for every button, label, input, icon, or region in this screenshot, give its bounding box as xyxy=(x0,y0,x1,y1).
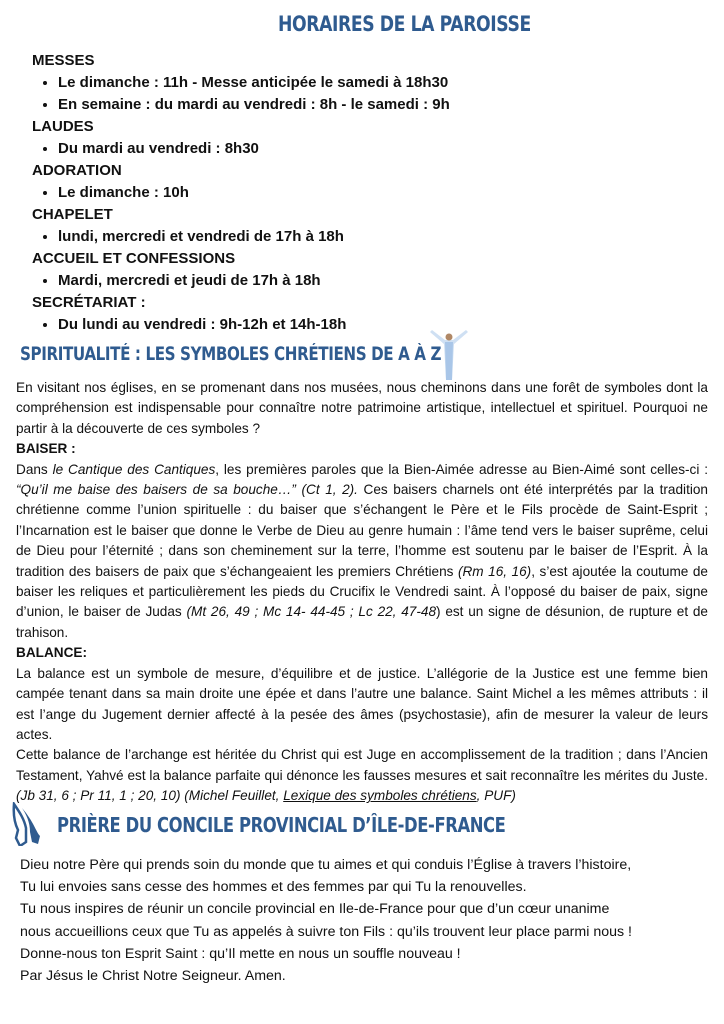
spirituality-title: SPIRITUALITÉ : LES SYMBOLES CHRÉTIENS DE A À Z xyxy=(20,344,442,365)
schedule-item: • Du mardi au vendredi : 8h30 xyxy=(58,138,450,160)
spirituality-text xyxy=(16,378,708,807)
intro-paragraph: En visitant nos églises, en se promenant dans nos musées, nous cheminons dans une forêt de symboles dont la compréhension est indispensable pour connaître notre patrimoine artistique, intellectuel et spirituel. Pourquoi ne partir à la découverte de ces symboles ? xyxy=(16,380,708,436)
praying-hands-icon xyxy=(10,802,44,846)
balance-paragraph-1: La balance est un symbole de mesure, d’équilibre et de justice. L’allégorie de la Justice est une femme bien campée tenant dans sa main droite une épée et dans l’autre une balance. Saint Michel a les mêmes attributs : il est l’ange du Jugement dernier affecté à la pesée des âmes (psychostasie), afin de mesurer la valeur de leurs actes. xyxy=(16,665,708,742)
schedule-list xyxy=(32,50,450,336)
prayer-line: Tu lui envoies sans cesse des hommes et des femmes par qui Tu la renouvelles. xyxy=(20,879,527,896)
schedule-item: • Le dimanche : 10h xyxy=(58,182,450,204)
schedule-heading: ADORATION xyxy=(32,162,122,179)
schedule-item: • lundi, mercredi et vendredi de 17h à 18h xyxy=(58,226,450,248)
prayer-line: Dieu notre Père qui prends soin du monde que tu aimes et qui conduis l’Église à travers l’histoire, xyxy=(20,857,632,873)
baiser-paragraph: Dans le Cantique des Cantiques, les premières paroles que la Bien-Aimée adresse au Bien-Aimé sont celles-ci : “Qu’il me baise des baisers de sa bouche…” (Ct 1, 2). Ces baisers charnels ont été interprétés par la tradition chrétienne comme l’union spirituelle : du baiser que s’échangent le Père et le Fils procède de Saint-Esprit ; l’Incarnation est le baiser que donne le Verbe de Dieu au genre humain : l’âme tend vers le baiser suprême, celui de Dieu pour l’éternité ; dans son cheminement sur la terre, l’homme est soutenu par le baiser de l’Esprit. À la tradition des baisers de paix que s’échangeaient les premiers Chrétiens (Rm 16, 16), s’est ajoutée la coutume de baiser les reliques et particulièrement les pieds du Crucifix le Vendredi saint. À l’opposé du baiser de paix, signe d’union, le baiser de Judas (Mt 26, 49 ; Mc 14- 44-45 ; Lc 22, 47-48) est un signe de désunion, de rupture et de trahison. xyxy=(16,461,708,640)
schedule-item: • Le dimanche : 11h - Messe anticipée le samedi à 18h30 xyxy=(58,72,450,94)
schedule-items xyxy=(32,226,450,248)
schedule-items xyxy=(32,270,450,292)
schedule-heading: ACCUEIL ET CONFESSIONS xyxy=(32,250,236,267)
schedule-items xyxy=(32,314,450,336)
schedule-title: HORAIRES DE LA PAROISSE xyxy=(278,12,531,36)
book-link: Lexique des symboles chrétiens xyxy=(283,788,477,804)
christ-figure-icon xyxy=(428,330,470,380)
prayer-line: Par Jésus le Christ Notre Seigneur. Amen. xyxy=(20,968,286,985)
prayer-line: nous accueillions ceux que Tu as appelés à suivre ton Fils : qu’ils trouvent leur place parmi nous ! xyxy=(20,923,632,940)
prayer-title: PRIÈRE DU CONCILE PROVINCIAL D’ÎLE-DE-FRANCE xyxy=(57,813,506,837)
balance-paragraph-2: Cette balance de l’archange est héritée du Christ qui est Juge en accomplissement de la tradition ; dans l’Ancien Testament, Yahvé est la balance parfaite qui dénonce les fausses mesures et sait reconnaître les mérites du Juste. (Jb 31, 6 ; Pr 11, 1 ; 20, 10) (Michel Feuillet, Lexique des symboles chrétiens, PUF) xyxy=(16,747,708,804)
schedule-items xyxy=(32,138,450,160)
schedule-items xyxy=(32,182,450,204)
schedule-item: • En semaine : du mardi au vendredi : 8h - le samedi : 9h xyxy=(58,94,450,116)
schedule-heading: MESSES xyxy=(32,52,95,69)
balance-heading: BALANCE: xyxy=(16,645,87,661)
prayer-text xyxy=(20,854,632,987)
schedule-heading: CHAPELET xyxy=(32,206,113,223)
prayer-line: Tu nous inspires de réunir un concile provincial en Ile-de-France pour que d’un cœur unanime xyxy=(20,901,610,918)
schedule-item: • Du lundi au vendredi : 9h-12h et 14h-18h xyxy=(58,314,450,336)
schedule-items xyxy=(32,72,450,116)
schedule-heading: LAUDES xyxy=(32,118,94,135)
baiser-heading: BAISER : xyxy=(16,441,76,457)
schedule-heading: SECRÉTARIAT : xyxy=(32,294,146,311)
prayer-line: Donne-nous ton Esprit Saint : qu’Il mette en nous un souffle nouveau ! xyxy=(20,945,461,962)
schedule-item: • Mardi, mercredi et jeudi de 17h à 18h xyxy=(58,270,450,292)
